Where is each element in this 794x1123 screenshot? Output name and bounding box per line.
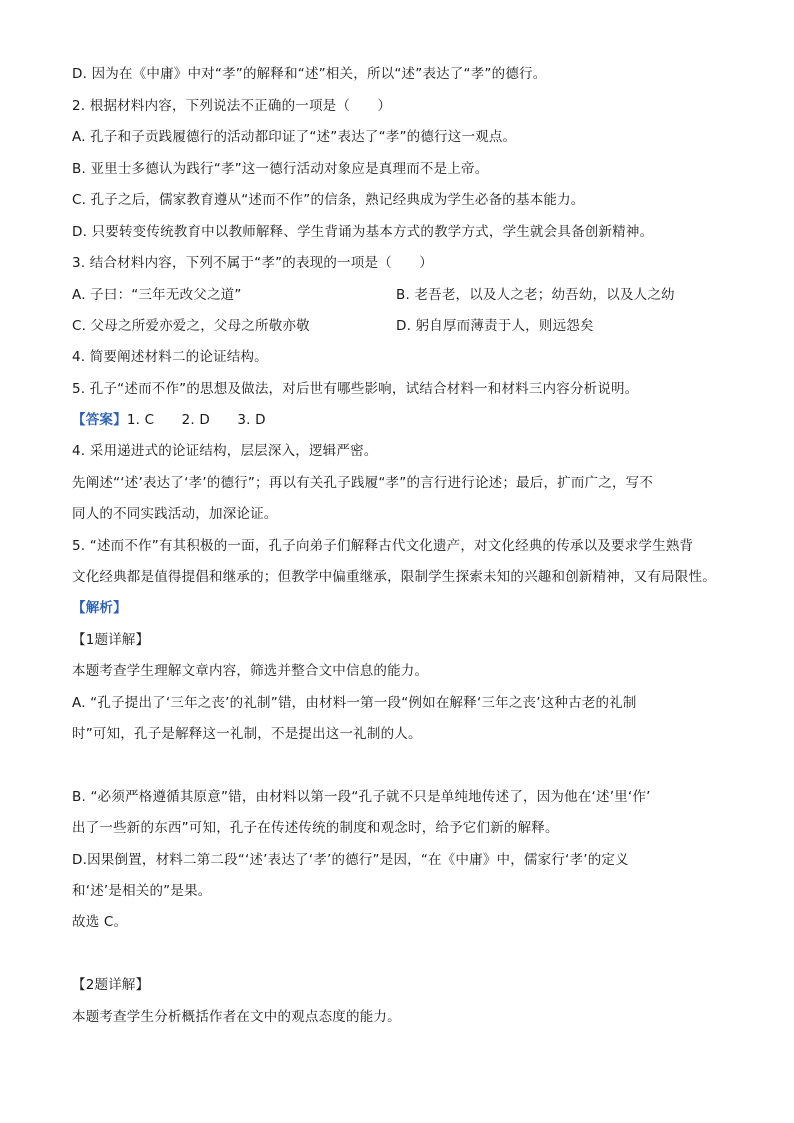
q3-option-d: D. 躬自厚而薄责于人，则远怨矣 <box>396 318 594 334</box>
detail-1-a-line-1: A. “孔子提出了‘三年之丧’的礼制”错，由材料一第一段“例如在解释‘三年之丧’这种古老的礼制 <box>72 695 637 711</box>
analysis-tag: 【解析】 <box>72 600 127 616</box>
q3-option-a: A. 子曰：“三年无改父之道” <box>72 287 242 303</box>
q4-stem: 4. 简要阐述材料二的论证结构。 <box>72 349 268 365</box>
q1-option-d: D. 因为在《中庸》中对“孝”的解释和“述”相关，所以“述”表达了“孝”的德行。 <box>72 66 547 82</box>
q2-stem: 2. 根据材料内容，下列说法不正确的一项是（ ） <box>72 98 392 114</box>
detail-1-b-line-1: B. “必须严格遵循其原意”错，由材料以第一段“孔子就不只是单纯地传述了，因为他在‘述’里‘作’ <box>72 789 651 805</box>
detail-1-heading: 【1题详解】 <box>72 632 150 648</box>
detail-1-conclusion: 故选 C。 <box>72 914 128 930</box>
answer-tag: 【答案】 <box>72 412 127 428</box>
q2-option-a: A. 孔子和子贡践履德行的活动都印证了“述”表达了“孝”的德行这一观点。 <box>72 129 517 145</box>
detail-1-intro: 本题考查学生理解文章内容，筛选并整合文中信息的能力。 <box>72 663 429 679</box>
analysis-line <box>72 598 127 618</box>
answer-4-line-3: 同人的不同实践活动，加深论证。 <box>72 506 278 522</box>
detail-1-d-line-2: 和‘述’是相关的”是果。 <box>72 883 212 899</box>
detail-2-heading: 【2题详解】 <box>72 977 150 993</box>
answer-5-line-1: 5. “述而不作”有其积极的一面，孔子向弟子们解释古代文化遗产，对文化经典的传承以及要求学生熟背 <box>72 538 694 554</box>
answer-4-line-2: 先阐述“‘述’表达了‘孝’的德行”；再以有关孔子践履“孝”的言行进行论述；最后，扩而广之，写不 <box>72 475 654 491</box>
q3-option-b: B. 老吾老，以及人之老；幼吾幼，以及人之幼 <box>396 287 675 303</box>
q2-option-c: C. 孔子之后，儒家教育遵从“述而不作”的信条，熟记经典成为学生必备的基本能力。 <box>72 192 585 208</box>
detail-1-d-line-1: D.因果倒置，材料二第二段“‘述’表达了‘孝’的德行”是因，“在《中庸》中，儒家行‘孝’的定义 <box>72 852 629 868</box>
detail-2-intro: 本题考查学生分析概括作者在文中的观点态度的能力。 <box>72 1009 401 1025</box>
q5-stem: 5. 孔子“述而不作”的思想及做法，对后世有哪些影响，试结合材料一和材料三内容分析说明。 <box>72 381 639 397</box>
detail-1-a-line-2: 时”可知，孔子是解释这一礼制，不是提出这一礼制的人。 <box>72 726 422 742</box>
q3-stem: 3. 结合材料内容，下列不属于“孝”的表现的一项是（ ） <box>72 255 433 271</box>
answer-4-line-1: 4. 采用递进式的论证结构，层层深入，逻辑严密。 <box>72 443 378 459</box>
detail-1-b-line-2: 出了一些新的东西”可知，孔子在传述传统的制度和观念时，给予它们新的解释。 <box>72 820 559 836</box>
q3-option-c: C. 父母之所爱亦爱之，父母之所敬亦敬 <box>72 318 310 334</box>
q2-option-b: B. 亚里士多德认为践行“孝”这一德行活动对象应是真理而不是上帝。 <box>72 161 489 177</box>
answer-5-line-2: 文化经典都是值得提倡和继承的；但教学中偏重继承，限制学生探索未知的兴趣和创新精神，又有局限性。 <box>72 569 716 585</box>
q2-option-d: D. 只要转变传统教育中以教师解释、学生背诵为基本方式的教学方式，学生就会具备创新精神。 <box>72 224 654 240</box>
answer-values: 1. C 2. D 3. D <box>126 412 266 428</box>
answer-line <box>72 410 266 430</box>
